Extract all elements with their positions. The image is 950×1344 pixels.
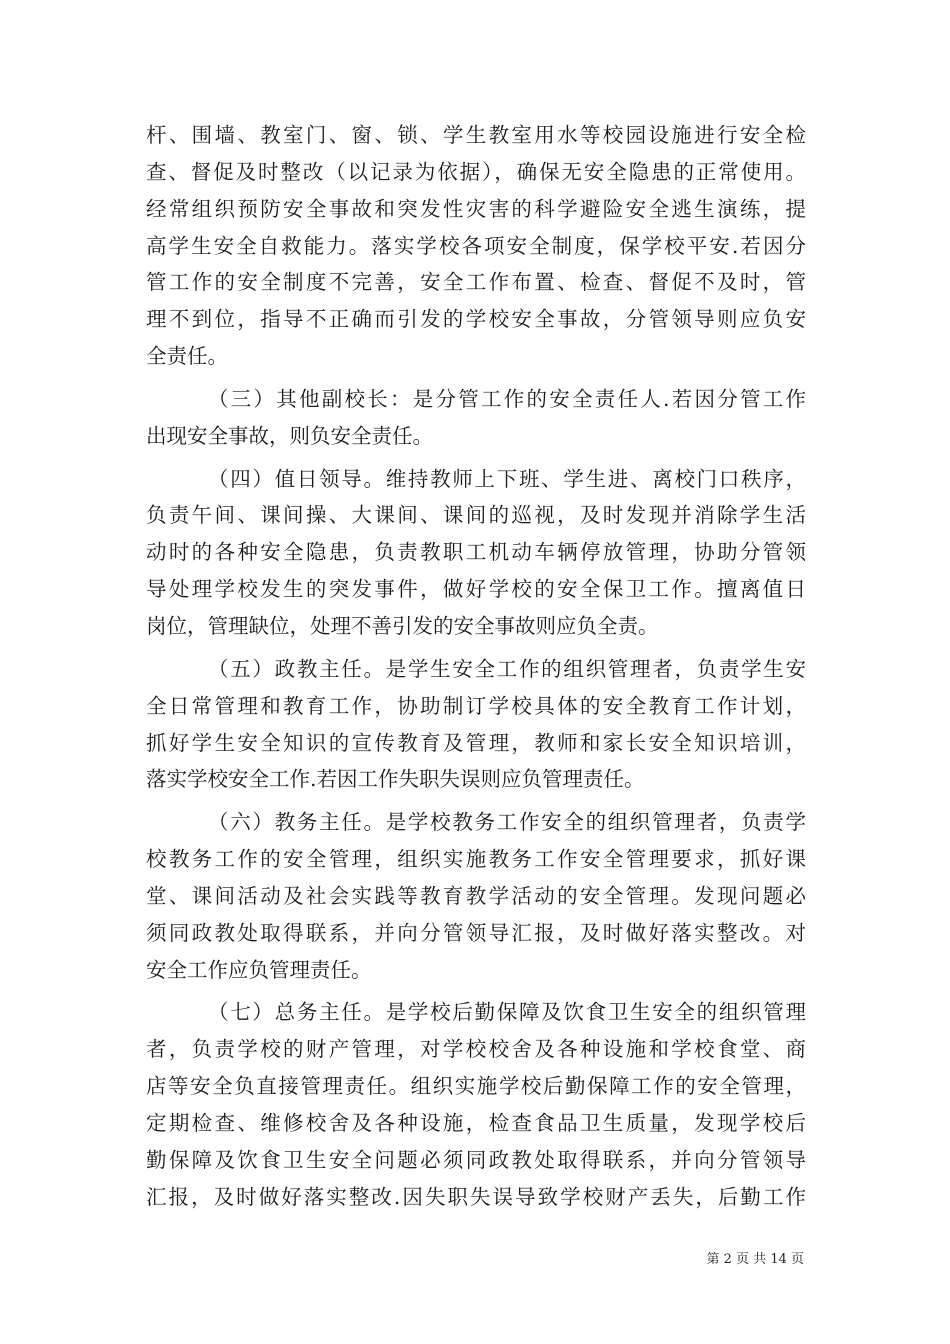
text-line: 全日常管理和教育工作，协助制订学校具体的安全教育工作计划， — [146, 693, 806, 718]
text-line: （三）其他副校长：是分管工作的安全责任人.若因分管工作 — [208, 386, 806, 411]
text-line: 经常组织预防安全事故和突发性灾害的科学避险安全逃生演练，提 — [146, 196, 806, 221]
text-line: 者，负责学校的财产管理，对学校校舍及各种设施和学校食堂、商 — [146, 1037, 806, 1062]
text-line: 导处理学校发生的突发事件，做好学校的安全保卫工作。擅离值日 — [146, 577, 806, 602]
text-line: （六）教务主任。是学校教务工作安全的组织管理者，负责学 — [208, 810, 806, 835]
text-line: 须同政教处取得联系，并向分管领导汇报，及时做好落实整改。对 — [146, 920, 806, 945]
text-line: 负责午间、课间操、大课间、课间的巡视，及时发现并消除学生活 — [146, 503, 806, 528]
text-line: 管工作的安全制度不完善，安全工作布置、检查、督促不及时，管 — [146, 270, 806, 295]
text-line: 岗位，管理缺位，处理不善引发的安全事故则应负全责。 — [146, 613, 659, 638]
page-number: 第 2 页 共 14 页 — [706, 1252, 804, 1267]
text-line: （七）总务主任。是学校后勤保障及饮食卫生安全的组织管理 — [208, 1000, 806, 1025]
text-line: 抓好学生安全知识的宣传教育及管理，教师和家长安全知识培训， — [146, 730, 806, 755]
paragraph — [146, 461, 806, 645]
paragraph — [146, 117, 806, 375]
paragraph — [146, 994, 806, 1215]
text-line: 安全工作应负管理责任。 — [146, 957, 372, 982]
text-line: （四）值日领导。维持教师上下班、学生进、离校门口秩序， — [208, 466, 806, 491]
paragraph — [146, 651, 806, 798]
text-line: 出现安全事故，则负安全责任。 — [146, 423, 433, 448]
paragraph — [146, 381, 806, 455]
text-line: 理不到位，指导不正确而引发的学校安全事故，分管领导则应负安 — [146, 307, 806, 332]
text-line: 动时的各种安全隐患，负责教职工机动车辆停放管理，协助分管领 — [146, 540, 806, 565]
text-line: 店等安全负直接管理责任。组织实施学校后勤保障工作的安全管理， — [146, 1074, 806, 1099]
text-line: 定期检查、维修校舍及各种设施，检查食品卫生质量，发现学校后 — [146, 1110, 806, 1135]
text-line: 全责任。 — [146, 344, 228, 369]
text-line: 堂、课间活动及社会实践等教育教学活动的安全管理。发现问题必 — [146, 883, 806, 908]
text-line: 落实学校安全工作.若因工作失职失误则应负管理责任。 — [146, 767, 645, 792]
text-line: 高学生安全自救能力。落实学校各项安全制度，保学校平安.若因分 — [146, 233, 806, 258]
text-line: 查、督促及时整改（以记录为依据），确保无安全隐患的正常使用。 — [146, 159, 806, 184]
text-line: 勤保障及饮食卫生安全问题必须同政教处取得联系，并向分管领导 — [146, 1147, 806, 1172]
text-line: 汇报，及时做好落实整改.因失职失误导致学校财产丢失，后勤工作 — [146, 1184, 806, 1209]
text-line: 校教务工作的安全管理，组织实施教务工作安全管理要求，抓好课 — [146, 847, 806, 872]
document-body — [146, 117, 806, 1215]
text-line: 杆、围墙、教室门、窗、锁、学生教室用水等校园设施进行安全检 — [146, 123, 806, 147]
paragraph — [146, 804, 806, 988]
text-line: （五）政教主任。是学生安全工作的组织管理者，负责学生安 — [208, 656, 806, 681]
